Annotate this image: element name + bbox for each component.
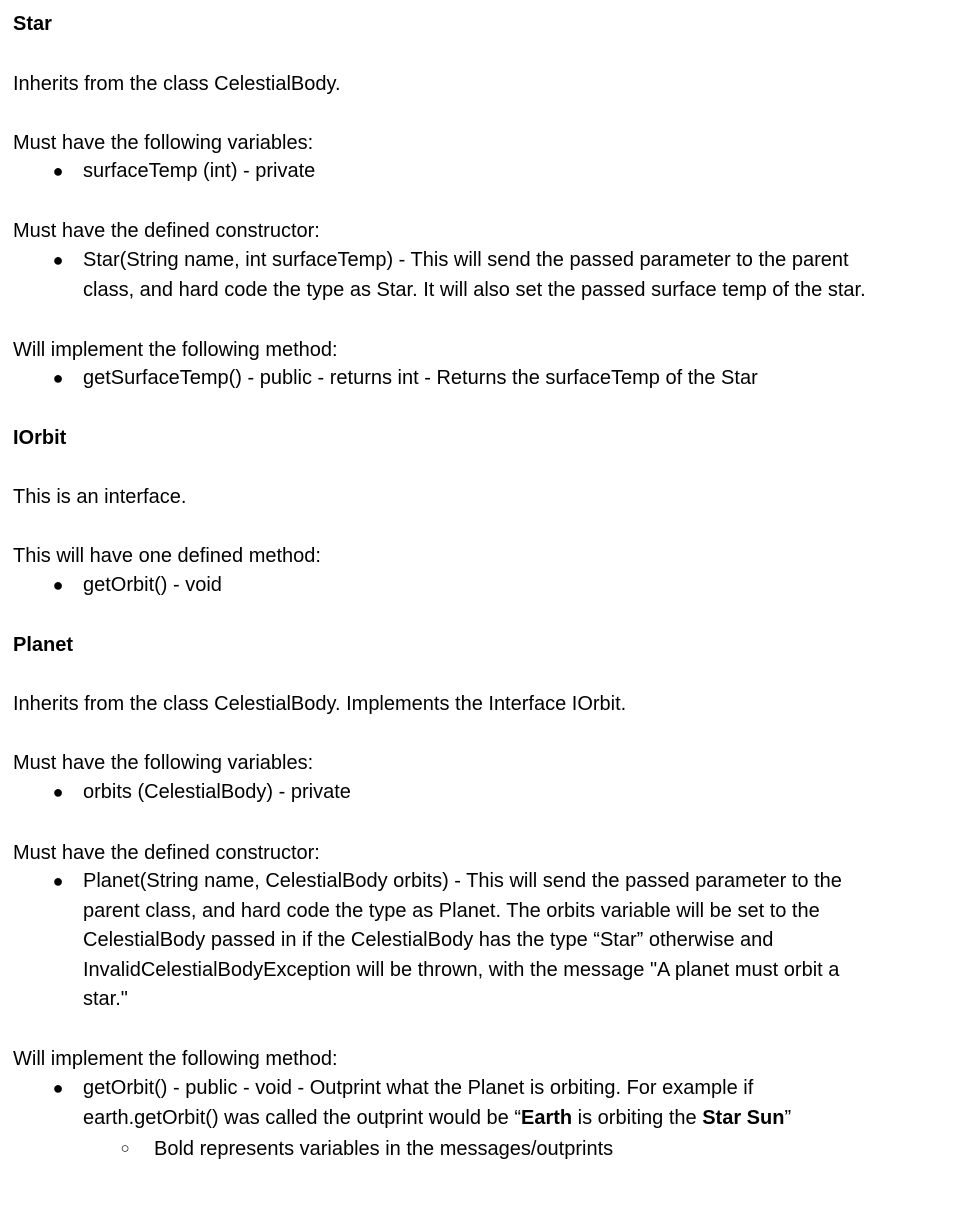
- list-item-text: getSurfaceTemp() - public - returns int - Returns the surfaceTemp of the Star: [83, 367, 758, 389]
- list-item-text: [83, 246, 953, 305]
- iorbit-description: This is an interface.: [13, 486, 187, 508]
- bullet-icon: ●: [52, 782, 64, 802]
- example-text: is orbiting the: [572, 1106, 703, 1129]
- planet-method-intro: Will implement the following method:: [13, 1048, 338, 1070]
- list-item-text-line: [83, 1104, 953, 1134]
- planet-method-item: [13, 1074, 953, 1134]
- bullet-icon: ●: [52, 871, 64, 891]
- list-item-text-line: class, and hard code the type as Star. It will also set the passed surface temp of the star.: [83, 278, 866, 301]
- star-heading: Star: [13, 13, 52, 35]
- list-item-text: [83, 867, 953, 1015]
- list-item-text-line: Planet(String name, CelestialBody orbits) - This will send the passed parameter to the: [83, 870, 842, 892]
- bullet-icon: ●: [52, 575, 64, 595]
- list-item-text-line: parent class, and hard code the type as Planet. The orbits variable will be set to the: [83, 899, 820, 922]
- iorbit-heading: IOrbit: [13, 427, 67, 449]
- iorbit-method-intro: This will have one defined method:: [13, 545, 321, 567]
- bullet-icon: ●: [52, 1078, 64, 1098]
- list-item-text-line: Star(String name, int surfaceTemp) - This will send the passed parameter to the parent: [83, 249, 849, 271]
- list-item-text-line: star.": [83, 988, 128, 1011]
- planet-heading: Planet: [13, 634, 74, 656]
- bullet-icon: ●: [52, 161, 64, 181]
- star-constructor-item: [13, 246, 953, 306]
- example-text: ”: [784, 1106, 792, 1129]
- list-item-text: surfaceTemp (int) - private: [83, 160, 316, 182]
- list-item-text: [83, 1074, 953, 1133]
- star-constructor-intro: Must have the defined constructor:: [13, 220, 320, 242]
- list-item-text-line: getOrbit() - public - void - Outprint what the Planet is orbiting. For example if: [83, 1077, 754, 1099]
- list-item-text-line: CelestialBody passed in if the CelestialBody has the type “Star” otherwise and: [83, 929, 774, 952]
- planet-variables-intro: Must have the following variables:: [13, 752, 314, 774]
- list-item-text: Bold represents variables in the messages/outprints: [154, 1138, 614, 1160]
- bullet-icon: ●: [52, 250, 64, 270]
- planet-inherits: Inherits from the class CelestialBody. Implements the Interface IOrbit.: [13, 693, 627, 715]
- list-item-text: getOrbit() - void: [83, 574, 222, 596]
- list-item-text-line: InvalidCelestialBodyException will be thrown, with the message "A planet must orbit a: [83, 958, 840, 981]
- bullet-icon: ●: [52, 368, 64, 388]
- planet-constructor-item: [13, 867, 953, 1017]
- star-inherits: Inherits from the class CelestialBody.: [13, 73, 341, 95]
- example-bold-variable: Star Sun: [702, 1106, 785, 1129]
- planet-constructor-intro: Must have the defined constructor:: [13, 842, 320, 864]
- list-item-text: orbits (CelestialBody) - private: [83, 781, 351, 803]
- example-text: earth.getOrbit() was called the outprint would be “: [83, 1106, 521, 1129]
- star-variables-intro: Must have the following variables:: [13, 132, 314, 154]
- example-bold-variable: Earth: [521, 1106, 573, 1129]
- hollow-bullet-icon: ○: [120, 1140, 130, 1157]
- star-method-intro: Will implement the following method:: [13, 339, 338, 361]
